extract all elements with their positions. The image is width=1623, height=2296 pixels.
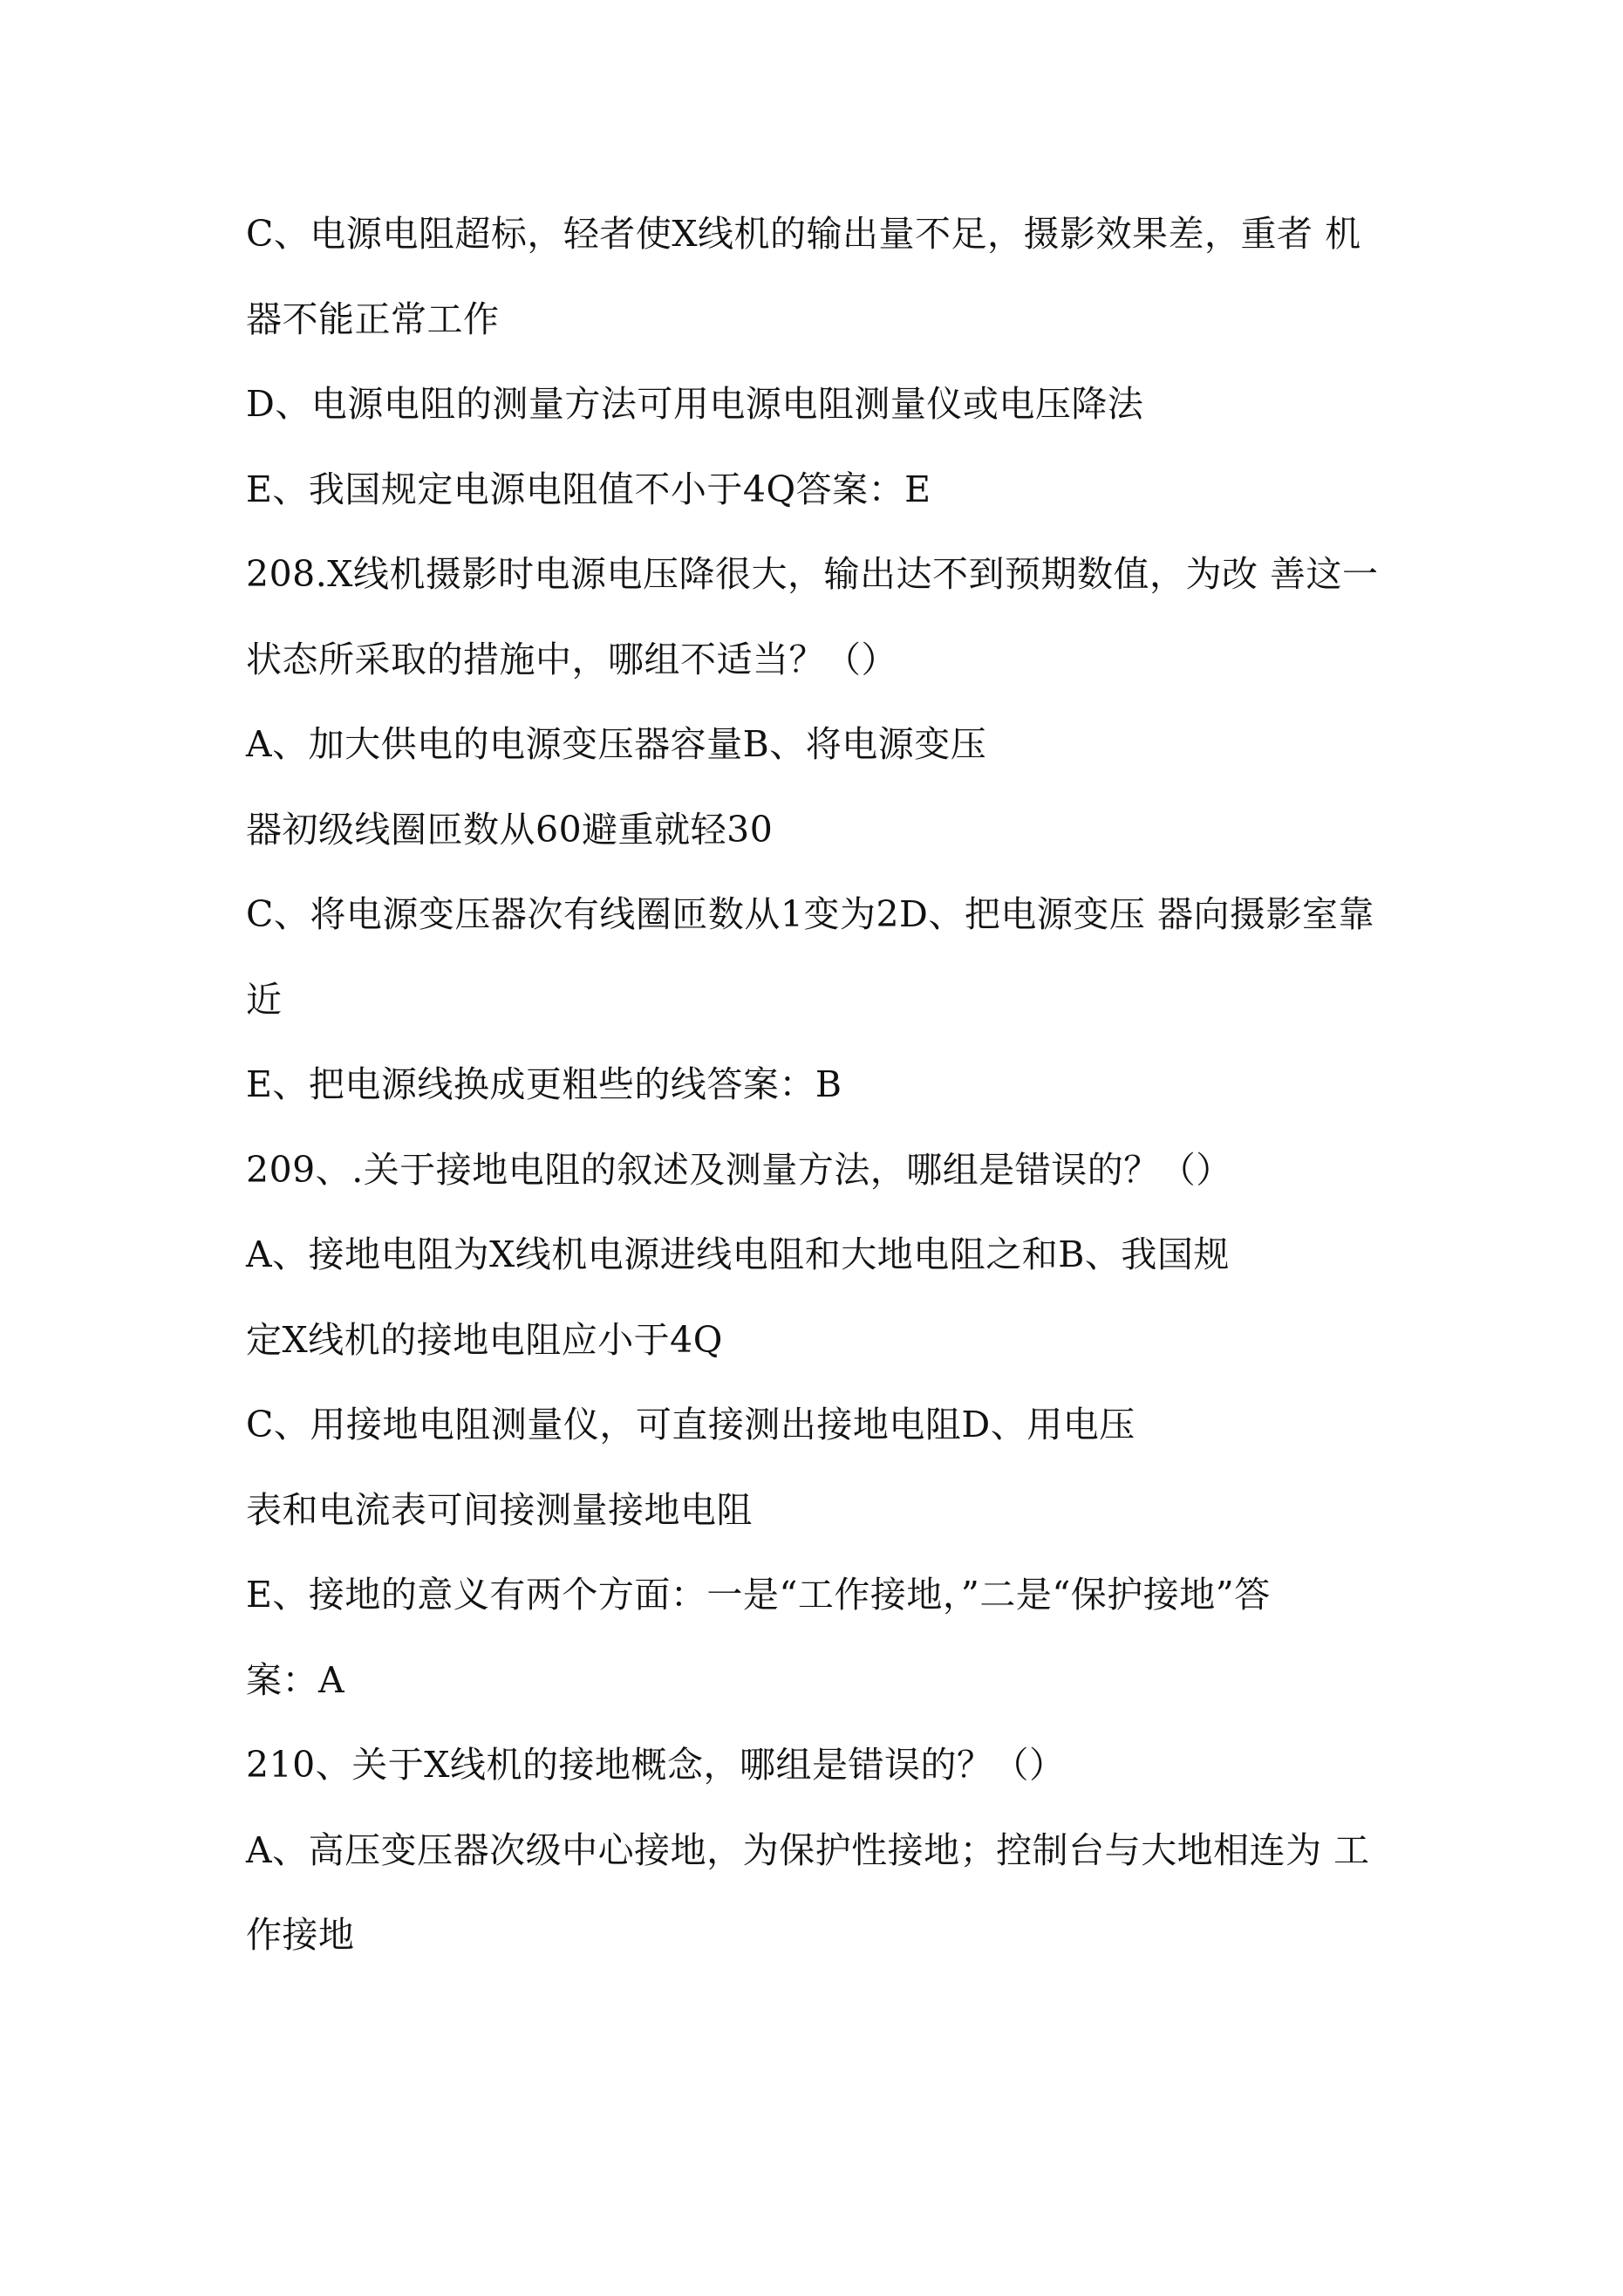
text-line: A、加大供电的电源变压器容量B、将电源变压 <box>246 723 987 765</box>
text-line: 状态所采取的措施中，哪组不适当？（） <box>246 638 897 680</box>
text-line: A、高压变压器次级中心接地，为保护性接地；控制台与大地相连为 工 <box>246 1828 1370 1871</box>
text-line: C、将电源变压器次有线圈匝数从1变为2D、把电源变压 器向摄影室靠 <box>246 893 1374 935</box>
text-line: E、把电源线换成更粗些的线答案：B <box>246 1063 842 1105</box>
text-line: 器初级线圈匝数从60避重就轻30 <box>246 808 774 851</box>
question-210-line: 210、关于X线机的接地概念，哪组是错误的？（） <box>246 1744 1066 1786</box>
text-line: 表和电流表可间接测量接地电阻 <box>246 1488 753 1531</box>
text-line: E、接地的意义有两个方面：一是“工作接地，”二是“保护接地”答 <box>246 1574 1271 1616</box>
text-line: C、电源电阻超标，轻者使X线机的输出量不足，摄影效果差，重者 机 <box>246 213 1361 255</box>
question-209-line: 209、.关于接地电阻的叙述及测量方法，哪组是错误的？（） <box>246 1148 1232 1191</box>
text-line: C、用接地电阻测量仪，可直接测出接地电阻D、用电压 <box>246 1404 1135 1445</box>
text-line: 作接地 <box>246 1914 355 1956</box>
text-line: 器不能正常工作 <box>246 297 500 340</box>
document-body <box>246 208 1415 1994</box>
text-line: 定X线机的接地电阻应小于4Q <box>246 1318 723 1361</box>
text-line: D、电源电阻的测量方法可用电源电阻测量仪或电压降法 <box>246 383 1144 425</box>
text-line: 案：A <box>246 1658 345 1701</box>
text-line: A、接地电阻为X线机电源进线电阻和大地电阻之和B、我国规 <box>246 1233 1230 1275</box>
text-line: E、我国规定电源电阻值不小于4Q答案：E <box>246 468 931 510</box>
question-208-line: 208.X线机摄影时电源电压降很大，输出达不到预期数值，为改 善这一 <box>246 553 1379 595</box>
text-line: 近 <box>246 978 283 1021</box>
